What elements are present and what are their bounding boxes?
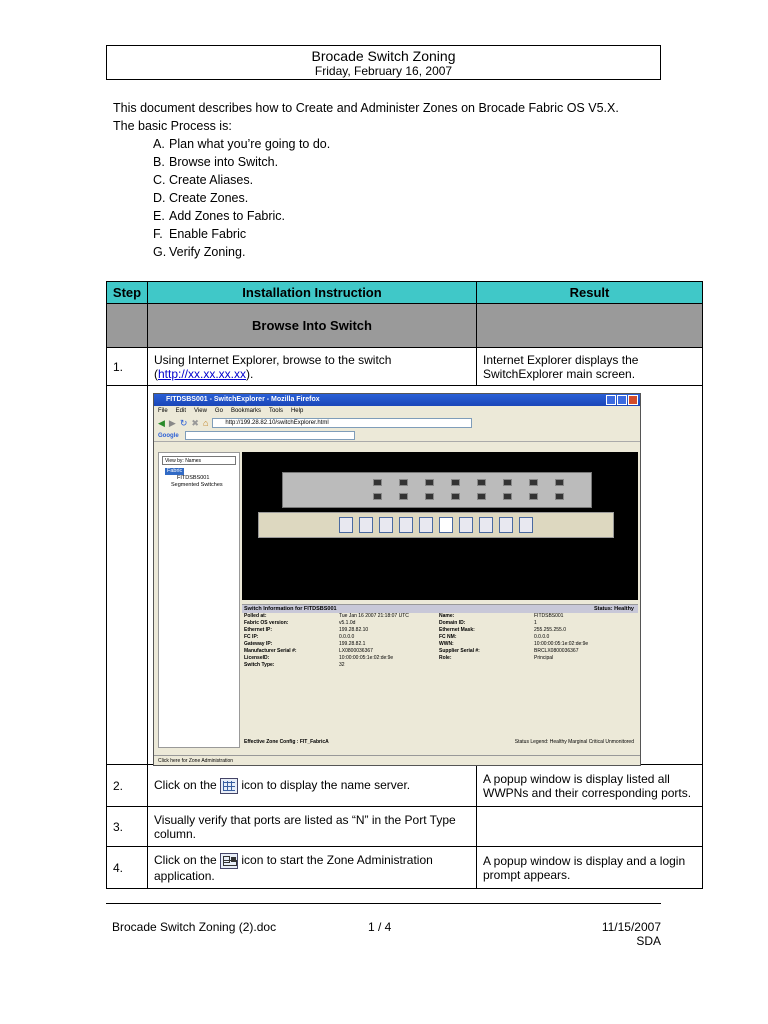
beacon-icon — [459, 517, 473, 533]
fan-icon — [479, 517, 493, 533]
back-icon: ◀ — [158, 417, 165, 428]
google-toolbar — [154, 430, 640, 442]
name-server-icon — [220, 778, 238, 794]
header-instruction: Installation Instruction — [148, 282, 477, 304]
temp-icon — [499, 517, 513, 533]
info-status: Status: Healthy — [593, 606, 634, 612]
events-icon — [359, 517, 373, 533]
switch-port — [425, 479, 434, 486]
power-icon — [519, 517, 533, 533]
switch-port — [399, 493, 408, 500]
document-title: Brocade Switch Zoning — [311, 48, 456, 64]
switch-url-link[interactable]: http://xx.xx.xx.xx — [158, 366, 247, 381]
reload-icon: ↻ — [179, 417, 188, 428]
footer-date: 11/15/2007 — [601, 920, 661, 934]
tree-item-segmented: Segmented Switches — [171, 482, 223, 488]
status-legend: Status Legend: Healthy Marginal Critical Unmonitored — [514, 739, 634, 745]
intro-text — [113, 99, 713, 135]
menu-edit: Edit — [175, 408, 187, 414]
zone-admin-icon — [220, 853, 238, 869]
list-item: F. Enable Fabric — [153, 227, 247, 241]
window-title: FITDSBS001 - SwitchExplorer - Mozilla Firefox — [166, 396, 320, 403]
section-row — [107, 304, 703, 348]
instruction-cell: Click on the icon to start the Zone Administration application. — [148, 847, 477, 889]
switch-port — [451, 479, 460, 486]
step-number: 2. — [107, 765, 148, 807]
status-icon — [339, 517, 353, 533]
list-item: B. Browse into Switch. — [153, 155, 279, 169]
browser-screenshot — [153, 393, 641, 766]
browser-nav-bar — [154, 416, 640, 430]
browser-menu-bar — [154, 406, 640, 416]
instruction-cell: Click on the icon to display the name server. — [148, 765, 477, 807]
stop-icon: ✖ — [191, 417, 199, 428]
minimize-icon — [606, 395, 616, 405]
info-title: Switch Information for FITDSBS001 — [244, 606, 337, 612]
table-row — [107, 765, 703, 807]
tree-item-fabric: Fabric — [167, 468, 183, 474]
menu-file: File — [158, 408, 168, 414]
zone-config-bar — [242, 736, 638, 748]
instruction-cell: Using Internet Explorer, browse to the switch (http://xx.xx.xx.xx). — [148, 348, 477, 386]
fabric-tree-panel — [158, 452, 240, 748]
switch-toolbar — [258, 512, 614, 538]
google-label: Google — [158, 432, 179, 439]
section-label: Browse Into Switch — [148, 304, 477, 348]
switch-chassis — [282, 472, 592, 508]
table-row — [107, 847, 703, 889]
instruction-cell: Visually verify that ports are listed as “N” in the Port Type column. — [148, 807, 477, 847]
switch-view — [242, 452, 638, 600]
switch-port — [529, 493, 538, 500]
switch-port — [425, 493, 434, 500]
menu-go: Go — [214, 408, 223, 414]
result-cell: Internet Explorer displays the SwitchExplorer main screen. — [477, 348, 703, 386]
document-date: Friday, February 16, 2007 — [314, 64, 453, 78]
menu-view: View — [194, 408, 207, 414]
intro-line-1: This document describes how to Create and Administer Zones on Brocade Fabric OS V5.X. — [113, 101, 619, 115]
browser-title-bar — [154, 394, 640, 406]
effective-zone-config: Effective Zone Config : FIT_FabricA — [244, 739, 329, 745]
switch-port — [399, 479, 408, 486]
page-footer — [106, 903, 661, 948]
footer-page: 1 / 4 — [368, 920, 392, 934]
google-search-box — [185, 431, 355, 440]
menu-tools: Tools — [268, 408, 283, 414]
switch-port — [451, 493, 460, 500]
telnet-icon — [399, 517, 413, 533]
list-item: D. Create Zones. — [153, 191, 249, 205]
list-item: A. Plan what you’re going to do. — [153, 137, 331, 151]
view-by-select: View by: Names — [162, 456, 236, 465]
forward-icon: ▶ — [168, 417, 176, 428]
switch-port — [477, 493, 486, 500]
step-number: 1. — [107, 348, 148, 386]
menu-bookmarks: Bookmarks — [230, 408, 261, 414]
process-list — [153, 135, 330, 261]
switch-port — [503, 479, 512, 486]
blank-icon — [439, 517, 453, 533]
list-item: C. Create Aliases. — [153, 173, 254, 187]
document-title-box — [106, 45, 661, 80]
info-grid: Polled at: Tue Jan 16 2007 21:18:07 UTC Name: FITDSBS001 Fabric OS version: v5.1.0d Domain ID: 1 Ethernet IP: 199.28.82.10 Ethernet Mask: 255.255.255.0 FC IP: 0.0.0.0 FC NM: 0.0.0.0 Gateway IP: 199.28.82.1 WWN: 10:00:00:05:1e:02:de:9e Manufacturer Serial #: LX0800036367 Supplier Serial #: BRCLX0800036367 LicenseID: 10:00:00:05:1e:02:de:9e Role: Principal Switch Type: 32 — [244, 613, 589, 668]
switch-port — [373, 479, 382, 486]
step-number: 3. — [107, 807, 148, 847]
list-item: G. Verify Zoning. — [153, 245, 246, 259]
intro-line-2: The basic Process is: — [113, 119, 232, 133]
switch-port — [477, 479, 486, 486]
step-number: 4. — [107, 847, 148, 889]
menu-help: Help — [290, 408, 304, 414]
table-header-row — [107, 282, 703, 304]
switch-port — [555, 493, 564, 500]
address-bar: http://199.28.82.10/switchExplorer.html — [212, 418, 472, 428]
table-row — [107, 348, 703, 386]
header-step: Step — [107, 282, 148, 304]
tree-item-switch: FITDSBS001 — [177, 475, 210, 481]
footer-filename: Brocade Switch Zoning (2).doc — [112, 920, 277, 934]
switch-port — [373, 493, 382, 500]
fabric-tree — [159, 468, 239, 489]
browser-status-bar: Click here for Zone Administration — [154, 755, 641, 765]
switch-port — [529, 479, 538, 486]
maximize-icon — [617, 395, 627, 405]
footer-author: SDA — [636, 934, 661, 948]
result-cell — [477, 807, 703, 847]
close-icon — [628, 395, 638, 405]
switch-port — [503, 493, 512, 500]
result-cell: A popup window is display listed all WWPNs and their corresponding ports. — [477, 765, 703, 807]
switch-port — [555, 479, 564, 486]
perf-icon — [419, 517, 433, 533]
list-item: E. Add Zones to Fabric. — [153, 209, 286, 223]
result-cell: A popup window is display and a login prompt appears. — [477, 847, 703, 889]
header-result: Result — [477, 282, 703, 304]
admin-icon — [379, 517, 393, 533]
table-row — [107, 807, 703, 847]
switch-info-panel — [242, 604, 638, 749]
home-icon: ⌂ — [202, 418, 209, 428]
